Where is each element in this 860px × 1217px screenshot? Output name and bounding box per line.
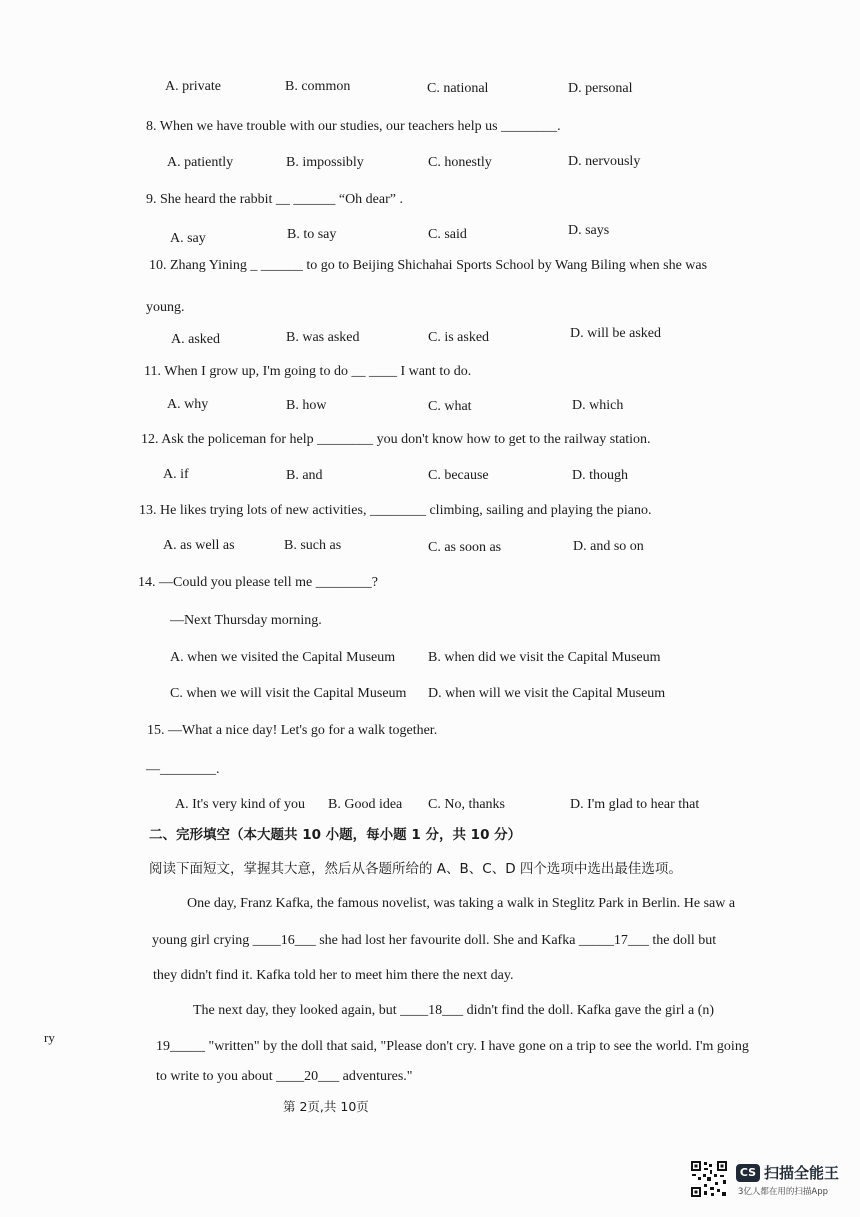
q14-option-c: C. when we will visit the Capital Museum [170,686,407,701]
q13-stem: 13. He likes trying lots of new activities, ________ climbing, sailing and playing the piano. [139,503,652,518]
q7-option-d: D. personal [568,81,633,96]
q11-option-c: C. what [428,399,472,414]
q11-stem: 11. When I grow up, I'm going to do __ ____ I want to do. [144,364,472,379]
q12-option-c: C. because [428,468,489,483]
q9-option-b: B. to say [287,227,337,242]
q11-option-a: A. why [167,397,209,412]
q9-option-c: C. said [428,227,467,242]
q12-option-d: D. though [572,468,628,483]
passage-line: 19_____ "written" by the doll that said, "Please don't cry. I have gone on a trip to see the world. I'm going [156,1039,749,1054]
q9-stem: 9. She heard the rabbit __ ______ “Oh dear” . [146,192,403,207]
brand-name: 扫描全能王 [764,1164,840,1182]
q8-option-b: B. impossibly [286,155,364,170]
passage-line: they didn't find it. Kafka told her to meet him there the next day. [153,968,514,983]
q13-option-a: A. as well as [163,538,235,553]
q15-option-a: A. It's very kind of you [175,797,306,812]
q7-option-c: C. national [427,81,489,96]
q8-stem: 8. When we have trouble with our studies, our teachers help us ________. [146,119,561,134]
passage-line: to write to you about ____20___ adventures." [156,1069,413,1084]
q15-stem: 15. —What a nice day! Let's go for a walk together. [147,723,438,738]
q10-stem: 10. Zhang Yining _ ______ to go to Beijing Shichahai Sports School by Wang Biling when she was [149,258,708,273]
q10-stem-continued: young. [146,300,185,315]
q8-option-c: C. honestly [428,155,492,170]
q11-option-b: B. how [286,398,327,413]
q14-option-a: A. when we visited the Capital Museum [170,650,396,665]
q12-stem: 12. Ask the policeman for help ________ you don't know how to get to the railway station. [141,432,651,447]
q14-stem: 14. —Could you please tell me ________? [138,575,378,590]
q10-option-d: D. will be asked [570,326,661,341]
q13-option-c: C. as soon as [428,540,502,555]
q8-option-d: D. nervously [568,154,641,169]
q15-option-d: D. I'm glad to hear that [570,797,700,812]
page-number: 第 2页,共 10页 [283,1099,369,1114]
q7-option-a: A. private [165,79,221,94]
q10-option-a: A. asked [171,332,220,347]
passage-line: One day, Franz Kafka, the famous novelist, was taking a walk in Steglitz Park in Berlin. He saw a [187,896,736,911]
section-heading: 二、完形填空（本大题共 10 小题，每小题 1 分，共 10 分） [149,827,522,843]
qr-code-icon [690,1160,728,1198]
q12-option-a: A. if [163,467,189,482]
q13-option-b: B. such as [284,538,342,553]
q15-option-c: C. No, thanks [428,797,505,812]
q7-option-b: B. common [285,79,351,94]
q11-option-d: D. which [572,398,624,413]
q10-option-c: C. is asked [428,330,490,345]
passage-line: young girl crying ____16___ she had lost her favourite doll. She and Kafka _____17___ the doll but [152,933,717,948]
cs-logo-icon: CS [736,1164,760,1182]
section-instruction: 阅读下面短文，掌握其大意，然后从各题所给的 A、B、C、D 四个选项中选出最佳选项。 [149,861,682,877]
q14-option-b: B. when did we visit the Capital Museum [428,650,661,665]
brand-tagline: 3亿人都在用的扫描App [738,1187,829,1197]
q14-reply: —Next Thursday morning. [170,613,322,628]
margin-note: ry [44,1030,55,1045]
q8-option-a: A. patiently [167,155,234,170]
passage-line: The next day, they looked again, but ____18___ didn't find the doll. Kafka gave the girl a (n) [193,1003,715,1018]
q10-option-b: B. was asked [286,330,360,345]
scanner-watermark [690,1158,850,1202]
q9-option-a: A. say [170,231,206,246]
q12-option-b: B. and [286,468,323,483]
q15-option-b: B. Good idea [328,797,403,812]
q15-reply: —________. [146,762,220,777]
q14-option-d: D. when will we visit the Capital Museum [428,686,666,701]
q9-option-d: D. says [568,223,610,238]
q13-option-d: D. and so on [573,539,644,554]
